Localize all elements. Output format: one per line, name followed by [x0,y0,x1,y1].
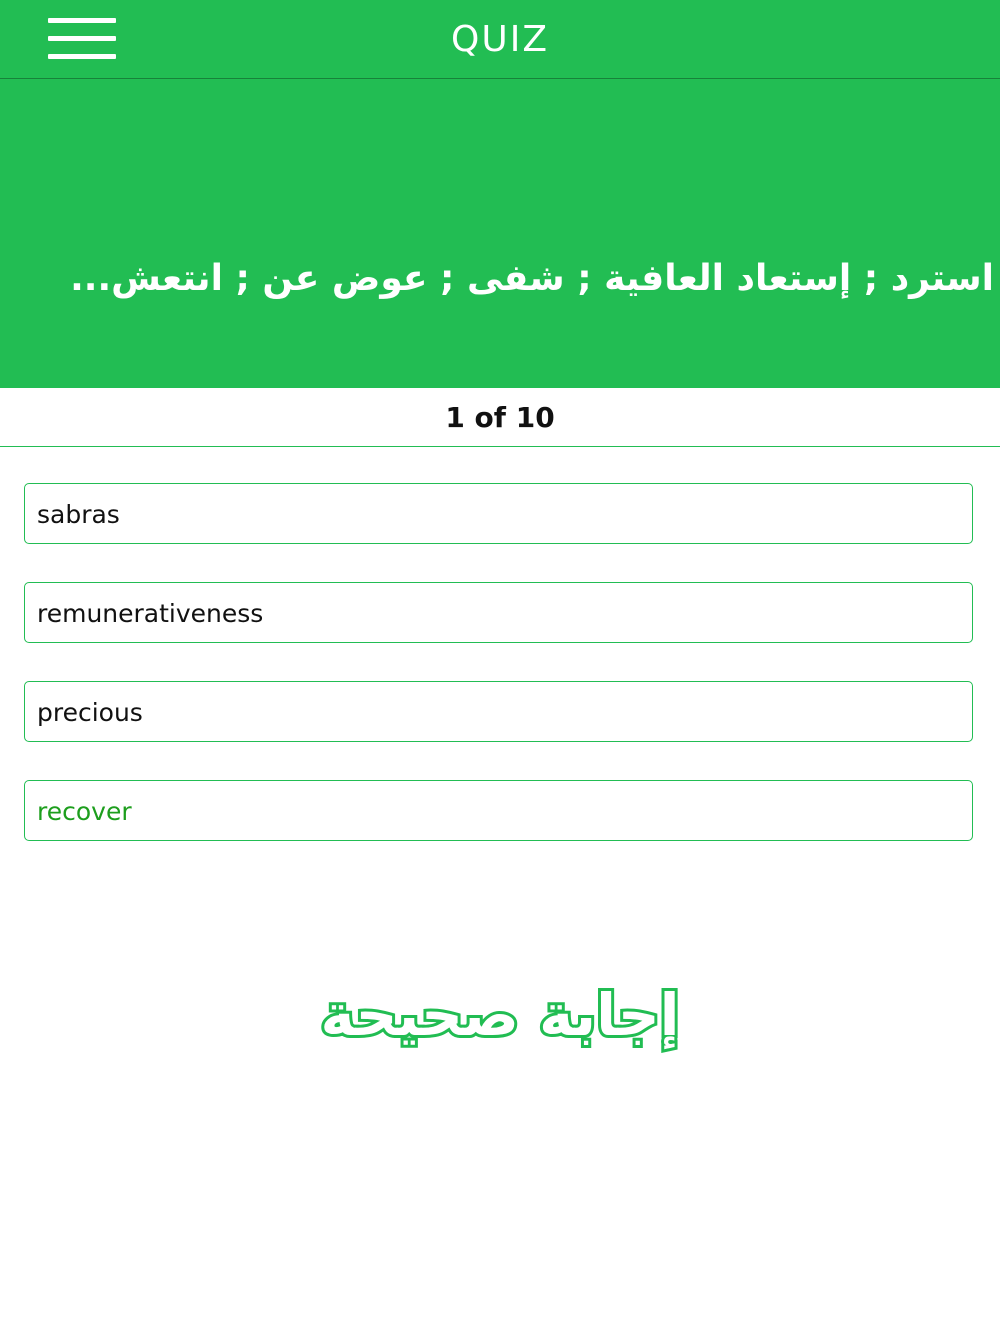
question-panel [0,79,1000,388]
answer-option-3[interactable]: precious [24,681,973,742]
question-counter: 1 of 10 [0,388,1000,447]
question-text: استرد ; إستعاد العافية ; شفى ; عوض عن ; انتعش... [70,258,994,299]
feedback-message: إجابة صحيحة [320,981,680,1049]
page-title: QUIZ [451,19,549,60]
app-header [0,0,1000,79]
answer-option-4[interactable]: recover [24,780,973,841]
answer-option-1[interactable]: sabras [24,483,973,544]
answer-option-2[interactable]: remunerativeness [24,582,973,643]
